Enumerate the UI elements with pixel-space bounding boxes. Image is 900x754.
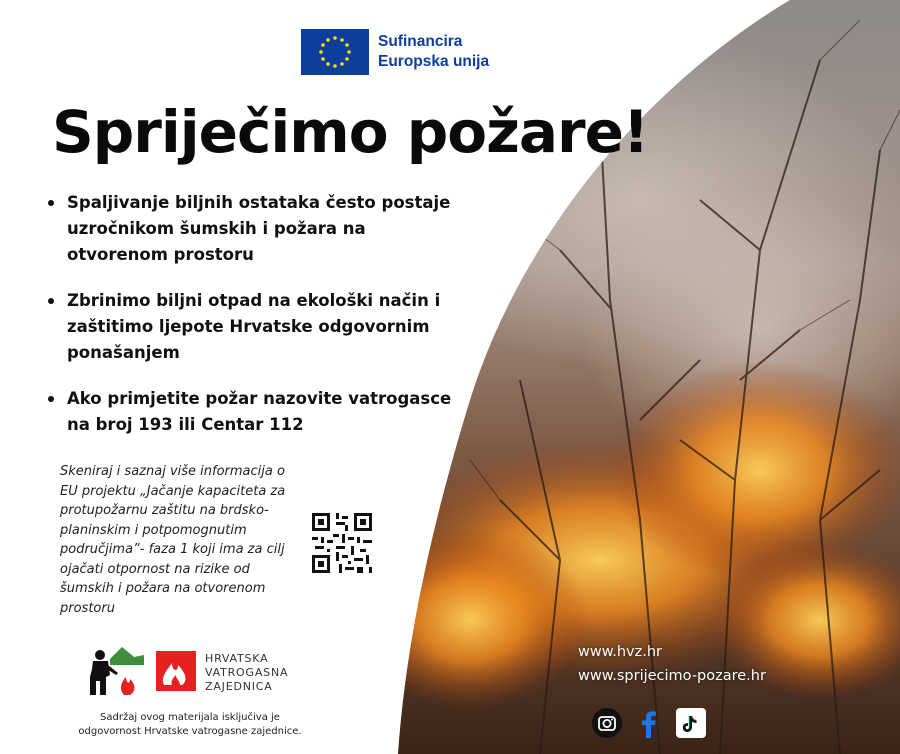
disclaimer-text: Sadržaj ovog materijala isključiva je odgovornost Hrvatske vatrogasne zajednice. <box>78 712 302 737</box>
eu-cofinancing-badge <box>301 29 489 75</box>
project-info-text: Skeniraj i saznaj više informacija o EU projektu „Jačanje kapaciteta za protupožarnu zaštitu na brdsko-planinskim i potpomognutim područjima”- faza 1 koji ima za cilj ojačati otpornost na rizike od šumskih i požara na otvorenom prostoru <box>60 464 286 616</box>
list-item: Spaljivanje biljnih ostataka često postaje uzročnikom šumskih i požara na otvorenom prostoru <box>46 190 466 268</box>
list-item: Ako primjetite požar nazovite vatrogasce na broj 193 ili Centar 112 <box>46 386 466 438</box>
key-messages-list <box>46 190 466 458</box>
eu-line-2: Europska unija <box>378 53 490 70</box>
website-link-hvz[interactable]: www.hvz.hr <box>578 644 662 660</box>
list-item: Zbrinimo biljni otpad na ekološki način i zaštitimo ljepote Hrvatske odgovornim ponašanjem <box>46 288 466 366</box>
eu-cofinancing-text <box>378 32 489 72</box>
eu-line-1: Sufinancira <box>378 33 463 50</box>
tiktok-icon[interactable] <box>676 708 706 738</box>
organization-line-1: HRVATSKA <box>205 652 269 665</box>
instagram-icon[interactable] <box>592 708 622 738</box>
eu-flag-icon <box>301 29 369 75</box>
organization-name <box>205 652 288 694</box>
organization-line-3: ZAJEDNICA <box>205 680 273 693</box>
facebook-icon[interactable] <box>634 708 664 738</box>
organization-line-2: VATROGASNA <box>205 666 289 679</box>
firefighter-logo-icon <box>88 645 144 697</box>
page-title: Spriječimo požare! <box>52 98 649 166</box>
hvz-logo-icon <box>156 651 196 691</box>
website-links <box>578 640 766 688</box>
qr-code-icon[interactable] <box>309 510 375 576</box>
social-icons <box>592 708 718 738</box>
website-link-sprijecimo[interactable]: www.sprijecimo-pozare.hr <box>578 668 766 684</box>
